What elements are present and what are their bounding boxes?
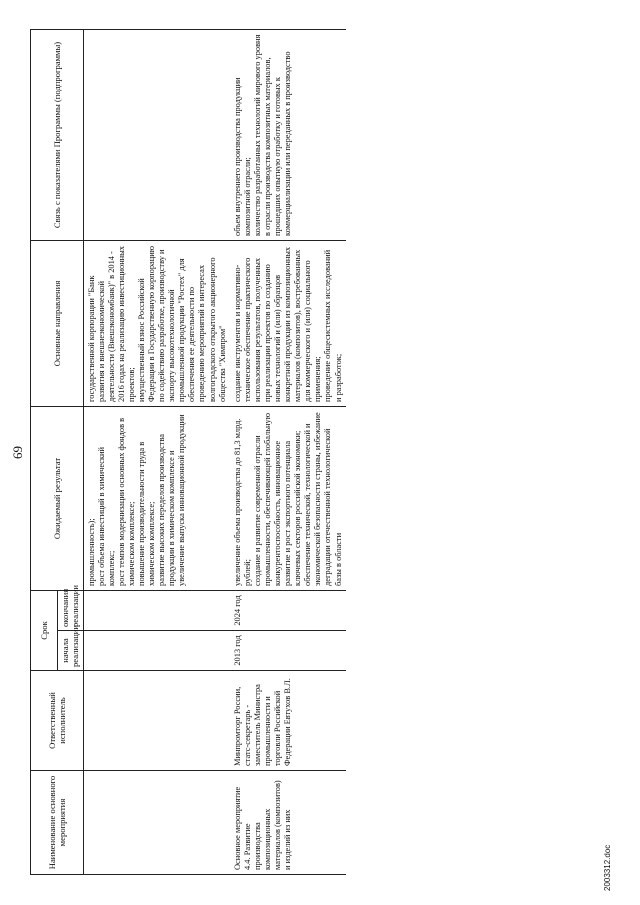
document-id: 2003312.doc (603, 844, 612, 891)
term-end-cell (83, 590, 230, 630)
expected-result-cell: увеличение объема производства до 81,3 млрд. рублей; создание и развитие современной отрасли промышленности, обеспечивающей глобальную конкурентоспособность, инновационное развитие и рост экспортного потенциала ключевых секторов российской экономики; обеспечение технической, технологической и экономической безопасности страны, избежание деградации отечественной технологической базы в области (230, 406, 346, 590)
program-link-cell: объем внутреннего производства продукции композитной отрасли; количество разработанных технологий мирового уровня в отрасли производства композитных материалов, прошедших опытную отработку и готовых к коммерциализации или переданных в производство (230, 29, 346, 240)
term-start-cell (83, 631, 230, 671)
header-measure-name: Наименование основного мероприятия (31, 771, 84, 875)
measures-table (30, 29, 346, 875)
table-header-row (31, 29, 58, 874)
header-executor: Ответственный исполнитель (31, 671, 84, 771)
executor-cell: Минпромторг России, статс-секретарь - заместитель Министра промышленности и торговли Российской Федерации Евтухов В.Л. (230, 671, 346, 771)
header-main-directions: Основные направления (31, 240, 84, 406)
header-term-start: начала реализации (58, 631, 84, 671)
executor-cell (83, 671, 230, 771)
page-number: 69 (10, 446, 25, 459)
table-row (83, 29, 230, 874)
term-start-cell: 2013 год (230, 631, 346, 671)
program-link-cell (83, 29, 230, 240)
main-directions-cell: создание инструментов и нормативно-техническое обеспечение практического использования результатов, полученных при реализации проектов по созданию новых технологий и (или) образцов конкретной продукции из композиционных материалов (композитов), востребованных для коммерческого и (или) социального применения; проведение общесистемных исследований и разработок; (230, 240, 346, 406)
measure-name-cell (83, 771, 230, 875)
table-row (230, 29, 346, 874)
expected-result-cell: промышленность); рост объема инвестиций в химический комплекс; рост темпов модернизации основных фондов в химическом комплексе; повышение производительности труда в химическом комплексе; развитие высоких переделов производства продукции в химическом комплексе и увеличение выпуска инновационной продукции (83, 406, 230, 590)
header-term: Срок (31, 590, 58, 670)
main-directions-cell: государственной корпорации "Банк развития и внешнеэкономической деятельности (Внешэкономбанк)" в 2014 - 2016 годах на реализацию инвестиционных проектов; имущественный взнос Российской Федерации в Государственную корпорацию по содействию разработке, производству и экспорту высокотехнологичной промышленной продукции "Ростех" для обеспечения ее деятельности по проведению мероприятий в интересах волгоградского открытого акционерного общества "Химпром" (83, 240, 230, 406)
header-program-link: Связь с показателями Программы (подпрограммы) (31, 29, 84, 240)
measure-name-cell: Основное мероприятие 4.4. Развитие производства композиционных материалов (композитов) и изделий из них (230, 771, 346, 875)
header-term-end: окончания реализации (58, 590, 84, 630)
term-end-cell: 2024 год (230, 590, 346, 630)
header-expected-result: Ожидаемый результат (31, 406, 84, 590)
